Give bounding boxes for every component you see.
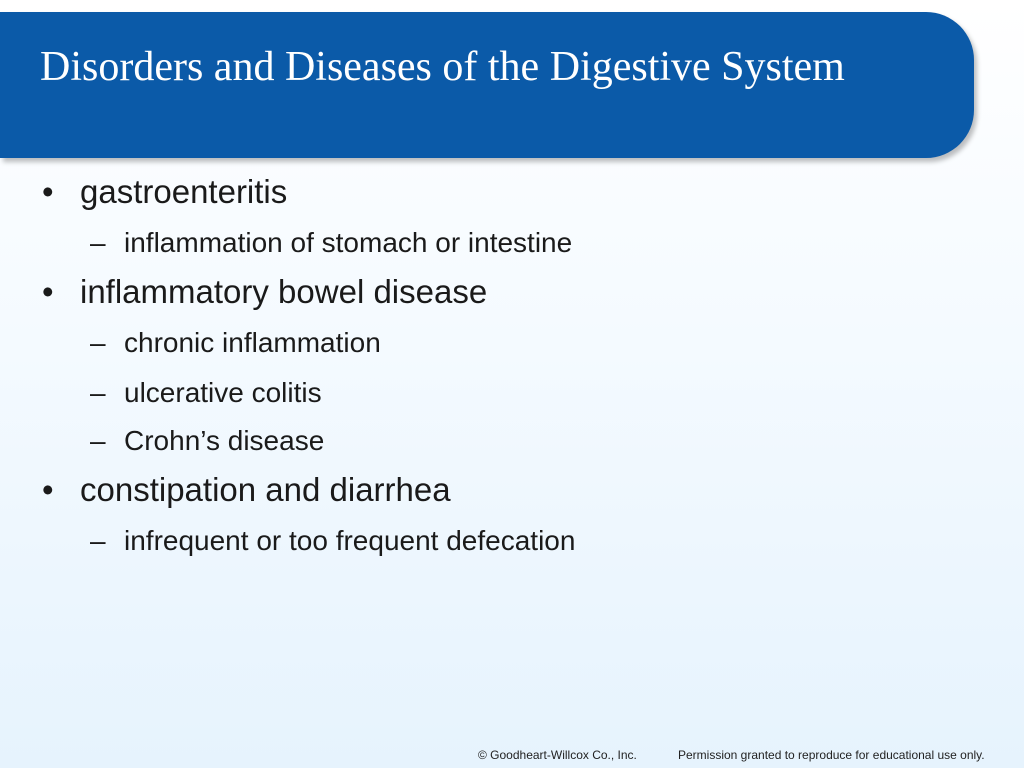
sub-bullet-text: inflammation of stomach or intestine (124, 227, 573, 258)
sub-bullet-text: chronic inflammation (124, 327, 381, 358)
slide-title: Disorders and Diseases of the Digestive System (40, 44, 845, 90)
bullet-item (0, 272, 1024, 312)
bullet-marker: • (42, 471, 54, 508)
bullet-item (0, 470, 1024, 510)
sub-bullet-item (0, 424, 1024, 458)
bullet-marker: • (42, 173, 54, 210)
bullet-list (0, 172, 1024, 558)
sub-bullet-marker: – (90, 327, 106, 358)
title-banner (0, 12, 974, 158)
sub-bullet-text: infrequent or too frequent defecation (124, 525, 576, 556)
sub-bullet-item (0, 376, 1024, 410)
sub-bullet-text: ulcerative colitis (124, 377, 322, 408)
sub-bullet-marker: – (90, 425, 106, 456)
bullet-text: gastroenteritis (80, 173, 288, 210)
sub-bullet-item (0, 226, 1024, 260)
sub-bullet-item (0, 524, 1024, 558)
footer-permission: Permission granted to reproduce for educational use only. (678, 748, 985, 762)
sub-bullet-text: Crohn’s disease (124, 425, 325, 456)
sub-bullet-marker: – (90, 377, 106, 408)
sub-bullet-marker: – (90, 525, 106, 556)
bullet-marker: • (42, 273, 54, 310)
sub-bullet-marker: – (90, 227, 106, 258)
sub-bullet-item (0, 326, 1024, 360)
bullet-item (0, 172, 1024, 212)
footer-copyright: © Goodheart-Willcox Co., Inc. (478, 748, 637, 762)
bullet-text: constipation and diarrhea (80, 471, 451, 508)
bullet-text: inflammatory bowel disease (80, 273, 488, 310)
